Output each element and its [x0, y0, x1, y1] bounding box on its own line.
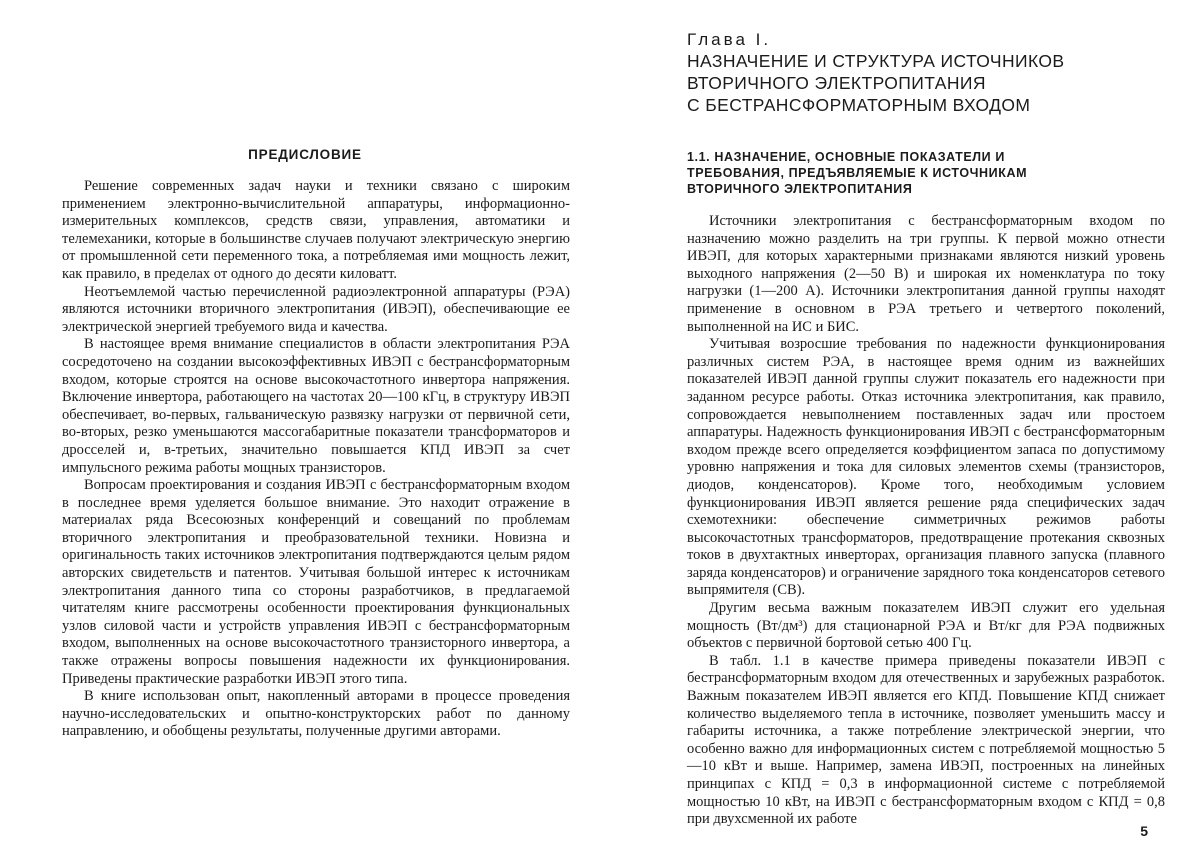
preface-title: ПРЕДИСЛОВИЕ [248, 147, 362, 162]
preface-paragraph-4: Вопросам проектирования и создания ИВЭП с бестрансформаторным входом в последнее время уделяется большое внимание. Это находит отражение в материалах ряда Всесоюзных конференций и совещаний по проблемам вторичного электропитания и преобразовательной техники. Новизна и оригинальность таких источников электропитания подтверждаются целым рядом авторских свидетельств и патентов. Учитывая большой интерес к источникам электропитания данного типа со стороны разработчиков, в предлагаемой читателям книге рассмотрены особенности проектирования функциональных узлов силовой части и устройств управления ИВЭП с бестрансформаторным входом, выполненных на основе высокочастотного транзисторного инвертора, а также отражены вопросы повышения надежности их функционирования. Приведены практические разработки ИВЭП этого типа. [62, 477, 570, 687]
preface-paragraph-1: Решение современных задач науки и техники связано с широким применением электронно-вычислительной аппаратуры, информационно-измерительных комплексов, средств связи, управления, автоматики и телемеханики, которые в большинстве случаев получают электрическую энергию от промышленной сети переменного тока, а потребляемая ими мощность лежит, как правило, в пределах от одного до десяти киловатт. [62, 178, 570, 282]
right-page [600, 0, 1200, 860]
section-title-line-1: 1.1. НАЗНАЧЕНИЕ, ОСНОВНЫЕ ПОКАЗАТЕЛИ И [687, 150, 1005, 164]
preface-paragraph-3: В настоящее время внимание специалистов в области электропитания РЭА сосредоточено на создании высокоэффективных ИВЭП с бестрансформаторным входом, которые строятся на основе высокочастотного инвертора напряжения. Включение инвертора, работающего на частотах 20—100 кГц, в структуру ИВЭП обеспечивает, во-первых, гальваническую развязку нагрузки от первичной сети, во-вторых, резко уменьшаются массогабаритные показатели трансформаторов и дросселей и, в-третьих, значительно повышается КПД ИВЭП за счет импульсного режима работы мощных транзисторов. [62, 336, 570, 476]
section-paragraph-4: В табл. 1.1 в качестве примера приведены показатели ИВЭП с бестрансформаторным входом для отечественных и зарубежных разработок. Важным показателем ИВЭП является его КПД. Повышение КПД снижает количество выделяемого тепла в источнике, позволяет уменьшить массу и габариты источника, а также потребление электрической энергии, что особенно важно для информационных систем с потребляемой мощностью 5—10 кВт и выше. Например, замена ИВЭП, построенных на линейных принципах с КПД = 0,3 в информационной системе с потребляемой мощностью 10 кВт, на ИВЭП с бестрансформаторным входом с КПД = 0,8 при двухсменной их работе [687, 652, 1165, 828]
preface-paragraph-5: В книге использован опыт, накопленный авторами в процессе проведения научно-исследовательских и опытно-конструкторских работ по данному направлению, и обобщены результаты, полученные другими авторами. [62, 688, 570, 740]
chapter-label: Глава I. [687, 30, 772, 49]
preface-paragraph-2: Неотъемлемой частью перечисленной радиоэлектронной аппаратуры (РЭА) являются источники вторичного электропитания (ИВЭП), обеспечивающие ее электрической энергией требуемого вида и качества. [62, 283, 570, 335]
preface-body [62, 178, 570, 741]
section-title-line-2: ТРЕБОВАНИЯ, ПРЕДЪЯВЛЯЕМЫЕ К ИСТОЧНИКАМ [687, 166, 1028, 180]
chapter-title-line-3: С БЕСТРАНСФОРМАТОРНЫМ ВХОДОМ [687, 95, 1031, 115]
page-number: 5 [1140, 823, 1148, 839]
section-paragraph-2: Учитывая возросшие требования по надежности функционирования различных систем РЭА, в настоящее время одним из важнейших показателей ИВЭП данной группы служит показатель его надежности при заданном ресурсе работы. Отказ источника электропитания, как правило, сопровождается невыполнением поставленных задач или простоем аппаратуры. Надежность функционирования ИВЭП с бестрансформаторным входом прежде всего определяется коэффициентом запаса по допустимому уровню напряжения и тока для силовых элементов схемы (транзисторов, диодов, конденсаторов). Кроме того, необходимым условием функционирования ИВЭП является решение ряда специфических задач схемотехники: обеспечение симметричных режимов работы высокочастотных трансформаторов, предотвращение протекания сквозных токов в двухтактных инверторах, организация плавного запуска (плавного заряда конденсаторов) и ограничение зарядного тока конденсаторов сетевого выпрямителя (СВ). [687, 336, 1165, 599]
chapter-title-line-2: ВТОРИЧНОГО ЭЛЕКТРОПИТАНИЯ [687, 73, 986, 93]
chapter-title [687, 50, 1167, 116]
section-title-line-3: ВТОРИЧНОГО ЭЛЕКТРОПИТАНИЯ [687, 182, 913, 196]
section-paragraph-3: Другим весьма важным показателем ИВЭП служит его удельная мощность (Вт/дм³) для стационарной РЭА и Вт/кг для РЭА подвижных объектов с первичной бортовой сетью 400 Гц. [687, 600, 1165, 652]
section-paragraph-1: Источники электропитания с бестрансформаторным входом по назначению можно разделить на три группы. К первой можно отнести ИВЭП, для которых характерными признаками являются низкий уровень выходного напряжения (2—50 В) и широкая их номенклатура по току нагрузки (1—200 А). Источники электропитания данной группы находят применение в основном в РЭА третьего и четвертого поколений, выполненной на ИС и БИС. [687, 213, 1165, 335]
section-body [687, 213, 1165, 829]
chapter-title-line-1: НАЗНАЧЕНИЕ И СТРУКТУРА ИСТОЧНИКОВ [687, 51, 1065, 71]
section-title [687, 149, 1157, 197]
